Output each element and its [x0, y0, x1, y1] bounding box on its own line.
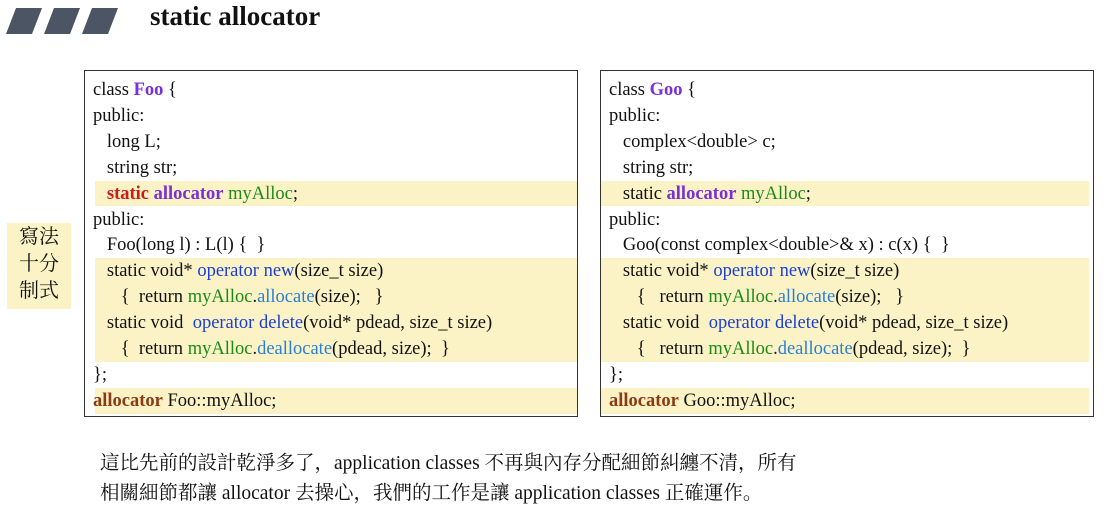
code-token: { — [163, 80, 177, 100]
code-token: (size); } — [314, 287, 384, 308]
code-token: (void* pdead, size_t size) — [819, 313, 1009, 334]
page-title: static allocator — [150, 1, 321, 31]
code-token: Foo — [133, 80, 164, 100]
code-token: (pdead, size); } — [852, 339, 971, 359]
code-token: static void* — [93, 261, 198, 282]
code-line — [93, 388, 276, 414]
code-token: deallocate — [257, 339, 333, 359]
code-line — [93, 129, 161, 155]
code-token: myAlloc — [187, 339, 253, 359]
code-token: { return — [93, 287, 188, 308]
code-token: Foo::myAlloc; — [162, 390, 277, 411]
code-token: (size); } — [835, 287, 905, 308]
code-token: public: — [93, 105, 145, 126]
code-line — [93, 258, 383, 284]
code-token: string str; — [93, 157, 178, 178]
code-line — [609, 155, 693, 181]
code-token: delete — [774, 313, 820, 334]
code-line — [93, 336, 450, 362]
code-token: (void* pdead, size_t size) — [303, 313, 493, 334]
code-token: (size_t size) — [294, 261, 384, 282]
code-token: myAlloc — [187, 287, 253, 308]
code-token: myAlloc — [228, 183, 293, 204]
code-token: (size_t size) — [810, 261, 900, 282]
code-token: Goo(const complex<double>& x) : c(x) { } — [609, 235, 950, 256]
code-token: allocator — [609, 390, 679, 411]
code-token: static void — [609, 313, 709, 334]
code-line — [609, 129, 776, 155]
code-line — [609, 207, 660, 233]
code-line — [93, 310, 492, 336]
code-token: Goo — [649, 80, 683, 100]
code-line — [93, 284, 384, 310]
title-bars-decoration — [6, 8, 118, 34]
code-token: { return — [93, 339, 188, 359]
code-token: allocator — [153, 183, 224, 204]
code-token: }; — [609, 364, 624, 385]
code-token: . — [773, 339, 778, 359]
code-line — [93, 207, 144, 233]
code-token: . — [252, 339, 258, 359]
code-token: { return — [609, 339, 709, 359]
code-line — [609, 362, 623, 388]
code-token: static — [106, 183, 149, 204]
code-token: allocator — [666, 183, 737, 204]
code-token: allocator — [93, 390, 163, 411]
code-line — [609, 77, 696, 103]
goo-code-panel — [600, 70, 1094, 417]
code-token: operator — [197, 261, 259, 282]
code-line — [93, 362, 107, 388]
code-token: delete — [258, 313, 304, 334]
code-token: myAlloc — [708, 287, 774, 308]
code-token: static void* — [609, 261, 714, 282]
code-token: . — [773, 287, 778, 308]
code-token: long L; — [93, 131, 161, 152]
code-token: class — [93, 80, 134, 100]
code-line — [609, 103, 660, 129]
code-token: (pdead, size); } — [332, 339, 450, 359]
code-token: new — [779, 261, 811, 282]
code-token: static — [609, 183, 667, 204]
code-token: myAlloc — [708, 339, 774, 359]
code-token: Goo::myAlloc; — [678, 390, 796, 411]
note-line: 相關細節都讓 allocator 去操心，我們的工作是讓 application classes 正確運作。 — [100, 483, 763, 504]
code-token: { return — [609, 287, 709, 308]
code-token: allocate — [777, 287, 836, 308]
side-label — [7, 223, 71, 309]
code-token: complex<double> c; — [609, 131, 776, 152]
code-token: public: — [93, 209, 145, 230]
code-token: { — [682, 80, 696, 100]
code-token: Foo(long l) : L(l) { } — [93, 235, 266, 256]
code-token — [93, 184, 107, 204]
code-line — [93, 181, 298, 207]
code-token: public: — [609, 105, 661, 126]
code-token: operator — [708, 313, 771, 334]
code-token: class — [609, 80, 650, 100]
code-line — [609, 336, 970, 362]
code-line — [609, 284, 904, 310]
code-line — [93, 155, 177, 181]
code-token: ; — [805, 183, 811, 204]
foo-code-panel — [84, 70, 578, 417]
code-line — [93, 77, 177, 103]
code-token: new — [263, 261, 295, 282]
code-line — [609, 388, 796, 414]
code-token: . — [252, 287, 258, 308]
code-token: ; — [292, 183, 299, 204]
side-label-line: 十分 — [19, 251, 59, 275]
code-token: static void — [93, 313, 193, 334]
code-line — [93, 103, 144, 129]
code-line — [609, 181, 811, 207]
note-line: 這比先前的設計乾淨多了，application classes 不再與內存分配細節糾纏不清，所有 — [100, 453, 797, 474]
code-token: }; — [93, 364, 108, 385]
code-line — [609, 258, 899, 284]
code-token: deallocate — [777, 339, 853, 359]
code-token: allocate — [257, 287, 315, 308]
code-token: operator — [192, 313, 255, 334]
side-label-line: 制式 — [19, 278, 59, 302]
side-label-line: 寫法 — [19, 224, 59, 248]
code-token: operator — [713, 261, 775, 282]
code-line — [93, 232, 265, 258]
code-line — [609, 310, 1008, 336]
code-token: string str; — [609, 157, 694, 178]
code-token: public: — [609, 209, 661, 230]
code-token: myAlloc — [741, 183, 806, 204]
code-line — [609, 232, 950, 258]
